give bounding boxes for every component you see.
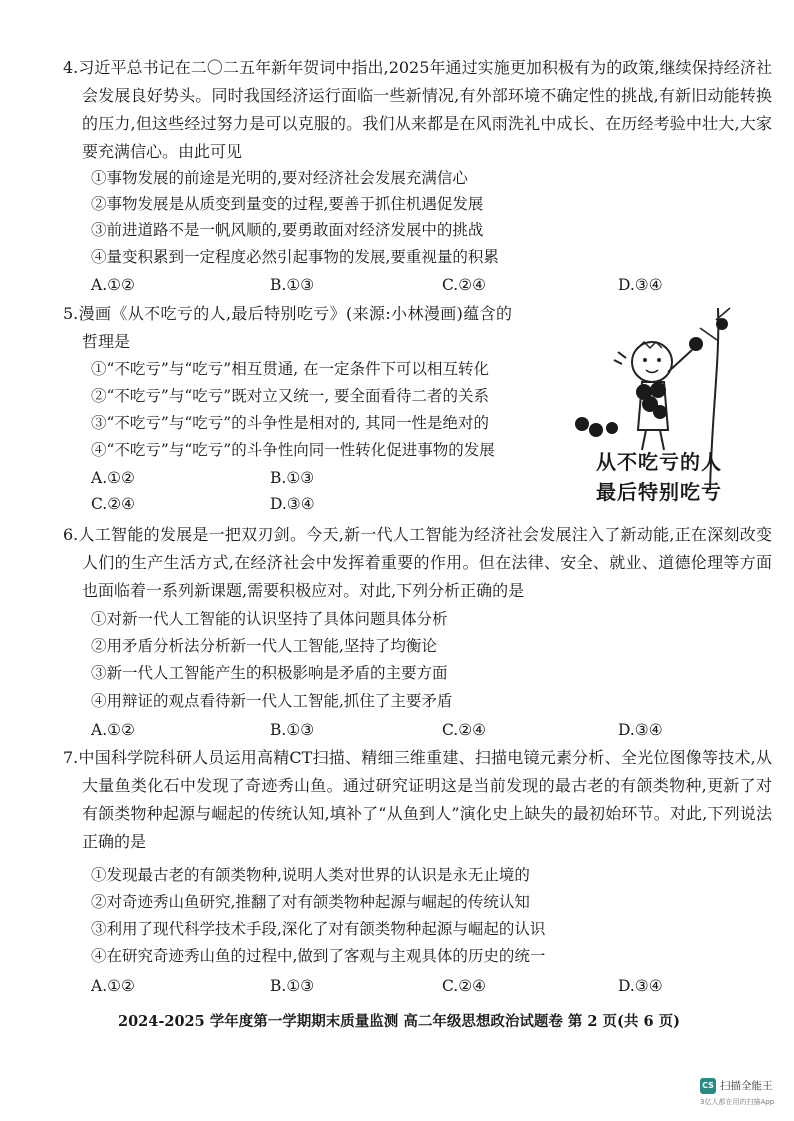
apple-icon [589,423,603,437]
question-4-choice-b: B.①③ [270,276,315,294]
cartoon-caption-line-1: 从不吃亏的人 [596,450,722,474]
watermark-tagline: 3亿人都在用的扫描App [700,1098,775,1106]
question-5-choice-d: D.③④ [270,495,315,513]
question-7-option-1: ①发现最古老的有颌类物种,说明人类对世界的认识是永无止境的 [91,866,530,884]
question-7-stem: 7.中国科学院科研人员运用高精CT扫描、精细三维重建、扫描电镜元素分析、全光位图像等技术,从大量鱼类化石中发现了奇迹秀山鱼。通过研究证明这是当前发现的最古老的有颌类物种,更新了对有颌类物种起源与崛起的传统认知,填补了“从鱼到人”演化史上缺失的最初始环节。对此,下列说法正确的是 [63,748,772,851]
question-7-choice-a: A.①② [91,977,135,995]
motion-marks [614,352,626,364]
page-footer: 2024-2025 学年度第一学期期末质量监测 高二年级思想政治试题卷 第 2 页(共 6 页) [118,1013,680,1030]
question-7-option-2: ②对奇迹秀山鱼研究,推翻了对有颌类物种起源与崛起的传统认知 [91,893,530,911]
question-6-choice-c: C.②④ [442,721,487,739]
apple-icon [716,318,728,330]
question-5-choice-b: B.①③ [270,469,315,487]
question-4-choice-c: C.②④ [442,276,487,294]
apple-icon [650,382,666,398]
camscanner-logo-icon: CS [700,1078,716,1094]
question-7-choice-d: D.③④ [618,977,663,995]
apple-icon [689,337,703,351]
question-5-choice-a: A.①② [91,469,135,487]
question-4-stem: 4.习近平总书记在二〇二五年新年贺词中指出,2025年通过实施更加积极有为的政策,继续保持经济社会发展良好势头。同时我国经济运行面临一些新情况,有外部环境不确定性的挑战,有新旧动能转换的压力,但这些经过努力是可以克服的。我们从来都是在风雨洗礼中成长、在历经考验中壮大,大家要充满信心。由此可见 [63,58,772,161]
question-5-option-3: ③“不吃亏”与“吃亏”的斗争性是相对的, 其同一性是绝对的 [91,414,490,432]
scanner-watermark [700,1078,790,1118]
apple-icon [606,422,618,434]
question-6-choice-b: B.①③ [270,721,315,739]
question-5-option-2: ②“不吃亏”与“吃亏”既对立又统一, 要全面看待二者的关系 [91,387,490,405]
question-4-choice-a: A.①② [91,276,135,294]
question-7-option-4: ④在研究奇迹秀山鱼的过程中,做到了客观与主观具体的历史的统一 [91,947,546,965]
watermark-app-name: 扫描全能王 [720,1080,773,1092]
person-legs [642,430,664,450]
question-4-option-3: ③前进道路不是一帆风顺的,要勇敢面对经济发展中的挑战 [91,221,484,239]
question-5-stem: 5.漫画《从不吃亏的人,最后特别吃亏》(来源:小林漫画)蕴含的哲理是 [63,304,512,351]
cartoon-caption-line-2: 最后特别吃亏 [596,480,722,504]
question-6-option-3: ③新一代人工智能产生的积极影响是矛盾的主要方面 [91,664,448,682]
question-6-option-4: ④用辩证的观点看待新一代人工智能,抓住了主要矛盾 [91,692,453,710]
question-5-option-1: ①“不吃亏”与“吃亏”相互贯通, 在一定条件下可以相互转化 [91,360,490,378]
question-4-option-4: ④量变积累到一定程度必然引起事物的发展,要重视量的积累 [91,248,499,266]
question-5-option-4: ④“不吃亏”与“吃亏”的斗争性向同一性转化促进事物的发展 [91,441,495,459]
question-4-option-1: ①事物发展的前途是光明的,要对经济社会发展充满信心 [91,169,468,187]
question-5-choice-c: C.②④ [91,495,136,513]
question-7-option-3: ③利用了现代科学技术手段,深化了对有颌类物种起源与崛起的认识 [91,920,546,938]
question-7-choice-c: C.②④ [442,977,487,995]
question-7-choice-b: B.①③ [270,977,315,995]
apple-icon [575,417,589,431]
question-6-option-2: ②用矛盾分析法分析新一代人工智能,坚持了均衡论 [91,637,437,655]
question-6-choice-a: A.①② [91,721,135,739]
apple-icon [653,405,667,419]
tree-branch [700,328,717,340]
question-4-option-2: ②事物发展是从质变到量变的过程,要善于抓住机遇促发展 [91,195,484,213]
question-6-choice-d: D.③④ [618,721,663,739]
question-6-stem: 6.人工智能的发展是一把双刃剑。今天,新一代人工智能为经济社会发展注入了新动能,正在深刻改变人们的生产生活方式,在经济社会中发挥着重要的作用。但在法律、安全、就业、道德伦理等方面也面临着一系列新课题,需要积极应对。对此,下列分析正确的是 [63,525,772,600]
question-6-option-1: ①对新一代人工智能的认识坚持了具体问题具体分析 [91,610,448,628]
question-4-choice-d: D.③④ [618,276,663,294]
